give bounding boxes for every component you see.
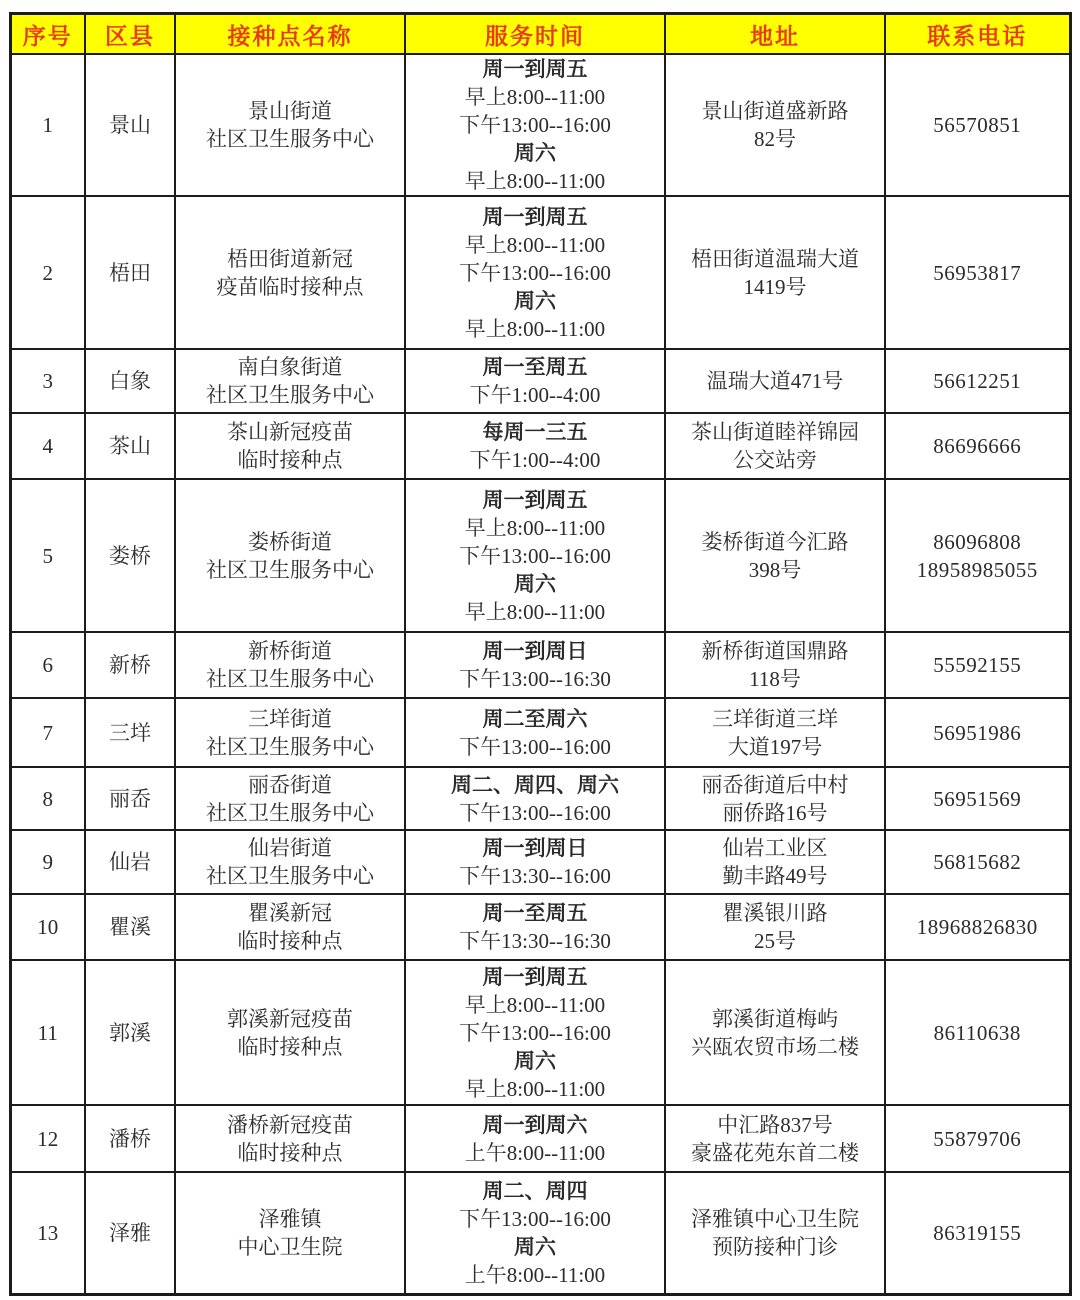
district-cell: 泽雅 <box>85 1172 175 1294</box>
service-hours-line: 上午8:00--11:00 <box>464 1262 606 1287</box>
cell-line: 预防接种门诊 <box>712 1234 838 1259</box>
cell-line: 56612251 <box>933 369 1022 393</box>
service-time-cell <box>405 698 665 767</box>
table-row <box>10 349 1070 413</box>
cell-line: 18968826830 <box>916 915 1038 939</box>
cell-line: 56951569 <box>933 786 1022 811</box>
service-time-cell <box>405 960 665 1105</box>
service-day-line: 周一到周五 <box>482 57 588 81</box>
service-day-line: 周六 <box>514 1048 556 1073</box>
cell-line: 泽雅镇中心卫生院 <box>691 1206 859 1231</box>
address-cell <box>665 632 885 698</box>
service-hours-line: 下午1:00--4:00 <box>469 383 601 407</box>
cell-line: 仙岩工业区 <box>722 836 828 860</box>
cell-line: 茶山街道睦祥锦园 <box>691 420 859 444</box>
header-serial-number: 序号 <box>10 14 85 55</box>
cell-line: 56815682 <box>933 850 1022 874</box>
phone-cell <box>885 894 1070 960</box>
site-name-cell <box>175 1105 405 1172</box>
row-number-cell: 4 <box>10 413 85 479</box>
cell-line: 临时接种点 <box>237 448 343 472</box>
district-cell: 新桥 <box>85 632 175 698</box>
service-hours-line: 早上8:00--11:00 <box>464 1076 606 1101</box>
table-row <box>10 767 1070 830</box>
cell-line: 25号 <box>754 929 796 953</box>
cell-line: 泽雅镇 <box>258 1206 322 1231</box>
service-hours-line: 下午13:00--16:00 <box>459 113 611 137</box>
address-cell <box>665 1172 885 1294</box>
cell-line: 82号 <box>754 127 796 151</box>
cell-line: 56570851 <box>933 113 1022 137</box>
row-number-cell: 13 <box>10 1172 85 1294</box>
district-cell: 丽岙 <box>85 767 175 830</box>
cell-line: 娄桥街道 <box>248 529 332 554</box>
cell-line: 118号 <box>749 667 801 691</box>
service-hours-line: 下午13:30--16:30 <box>459 929 611 953</box>
district-cell: 白象 <box>85 349 175 413</box>
phone-cell <box>885 767 1070 830</box>
cell-line: 临时接种点 <box>237 1034 343 1059</box>
service-hours-line: 下午1:00--4:00 <box>469 448 601 472</box>
phone-cell <box>885 960 1070 1105</box>
cell-line: 55592155 <box>933 653 1022 677</box>
cell-line: 社区卫生服务中心 <box>206 667 374 691</box>
cell-line: 三垟街道 <box>248 706 332 731</box>
address-cell <box>665 698 885 767</box>
cell-line: 茶山新冠疫苗 <box>227 420 353 444</box>
service-day-line: 周六 <box>514 1234 556 1259</box>
row-number-cell: 7 <box>10 698 85 767</box>
service-time-cell <box>405 1105 665 1172</box>
phone-cell <box>885 632 1070 698</box>
cell-line: 临时接种点 <box>237 929 343 953</box>
service-day-line: 周六 <box>514 571 556 596</box>
address-cell <box>665 349 885 413</box>
table-row <box>10 1172 1070 1294</box>
cell-line: 郭溪街道梅屿 <box>712 1006 838 1031</box>
cell-line: 娄桥街道今汇路 <box>701 529 849 554</box>
site-name-cell <box>175 632 405 698</box>
cell-line: 新桥街道 <box>248 639 332 663</box>
site-name-cell <box>175 767 405 830</box>
row-number-cell: 6 <box>10 632 85 698</box>
cell-line: 兴瓯农贸市场二楼 <box>691 1034 859 1059</box>
service-hours-line: 下午13:00--16:00 <box>459 734 611 759</box>
address-cell <box>665 54 885 196</box>
service-hours-line: 下午13:00--16:00 <box>459 260 611 285</box>
cell-line: 郭溪新冠疫苗 <box>227 1006 353 1031</box>
table-row <box>10 698 1070 767</box>
cell-line: 86319155 <box>933 1220 1022 1245</box>
header-district: 区县 <box>85 14 175 55</box>
site-name-cell <box>175 1172 405 1294</box>
address-cell <box>665 767 885 830</box>
row-number-cell: 1 <box>10 54 85 196</box>
cell-line: 55879706 <box>933 1126 1022 1151</box>
service-hours-line: 早上8:00--11:00 <box>464 169 606 193</box>
service-day-line: 每周一三五 <box>482 420 588 444</box>
service-time-cell <box>405 767 665 830</box>
cell-line: 社区卫生服务中心 <box>206 800 374 825</box>
address-cell <box>665 830 885 894</box>
site-name-cell <box>175 54 405 196</box>
address-cell <box>665 413 885 479</box>
header-address: 地址 <box>665 14 885 55</box>
service-day-line: 周二、周四 <box>482 1178 588 1203</box>
table-row <box>10 960 1070 1105</box>
phone-cell <box>885 479 1070 632</box>
cell-line: 丽侨路16号 <box>722 800 828 825</box>
phone-cell <box>885 413 1070 479</box>
cell-line: 社区卫生服务中心 <box>206 127 374 151</box>
site-name-cell <box>175 196 405 349</box>
row-number-cell: 9 <box>10 830 85 894</box>
cell-line: 仙岩街道 <box>248 836 332 860</box>
service-time-cell <box>405 632 665 698</box>
service-day-line: 周六 <box>514 288 556 313</box>
site-name-cell <box>175 830 405 894</box>
header-phone: 联系电话 <box>885 14 1070 55</box>
cell-line: 丽岙街道后中村 <box>701 772 849 797</box>
cell-line: 18958985055 <box>916 557 1038 582</box>
district-cell: 三垟 <box>85 698 175 767</box>
cell-line: 豪盛花苑东首二楼 <box>691 1140 859 1165</box>
cell-line: 社区卫生服务中心 <box>206 864 374 888</box>
phone-cell <box>885 830 1070 894</box>
service-time-cell <box>405 413 665 479</box>
row-number-cell: 12 <box>10 1105 85 1172</box>
table-row <box>10 413 1070 479</box>
address-cell <box>665 960 885 1105</box>
cell-line: 瞿溪新冠 <box>248 901 332 925</box>
table-row <box>10 479 1070 632</box>
cell-line: 86096808 <box>933 529 1022 554</box>
cell-line: 公交站旁 <box>733 448 817 472</box>
cell-line: 中汇路837号 <box>717 1112 833 1137</box>
table-row <box>10 830 1070 894</box>
row-number-cell: 3 <box>10 349 85 413</box>
phone-cell <box>885 54 1070 196</box>
cell-line: 398号 <box>748 557 802 582</box>
cell-line: 疫苗临时接种点 <box>216 274 364 299</box>
service-time-cell <box>405 196 665 349</box>
service-hours-line: 上午8:00--11:00 <box>464 1140 606 1165</box>
phone-cell <box>885 196 1070 349</box>
site-name-cell <box>175 479 405 632</box>
cell-line: 86110638 <box>933 1020 1021 1045</box>
service-day-line: 周一至周五 <box>482 355 588 379</box>
service-day-line: 周一到周六 <box>482 1112 588 1137</box>
service-time-cell <box>405 894 665 960</box>
address-cell <box>665 479 885 632</box>
header-service-time: 服务时间 <box>405 14 665 55</box>
service-time-cell <box>405 1172 665 1294</box>
table-row <box>10 632 1070 698</box>
district-cell: 梧田 <box>85 196 175 349</box>
service-day-line: 周一到周日 <box>482 639 588 663</box>
address-cell <box>665 1105 885 1172</box>
site-name-cell <box>175 698 405 767</box>
cell-line: 丽岙街道 <box>248 772 332 797</box>
phone-cell <box>885 1172 1070 1294</box>
district-cell: 潘桥 <box>85 1105 175 1172</box>
cell-line: 勤丰路49号 <box>722 864 828 888</box>
cell-line: 南白象街道 <box>237 355 343 379</box>
cell-line: 社区卫生服务中心 <box>206 383 374 407</box>
service-time-cell <box>405 479 665 632</box>
cell-line: 大道197号 <box>727 734 823 759</box>
table-row <box>10 894 1070 960</box>
cell-line: 景山街道 <box>248 99 332 123</box>
row-number-cell: 11 <box>10 960 85 1105</box>
cell-line: 86696666 <box>933 434 1022 458</box>
cell-line: 潘桥新冠疫苗 <box>227 1112 353 1137</box>
site-name-cell <box>175 349 405 413</box>
cell-line: 梧田街道温瑞大道 <box>691 246 859 271</box>
district-cell: 娄桥 <box>85 479 175 632</box>
cell-line: 56951986 <box>933 720 1022 745</box>
service-hours-line: 早上8:00--11:00 <box>464 515 606 540</box>
service-hours-line: 早上8:00--11:00 <box>464 232 606 257</box>
row-number-cell: 8 <box>10 767 85 830</box>
service-day-line: 周一到周五 <box>482 487 588 512</box>
cell-line: 梧田街道新冠 <box>227 246 353 271</box>
site-name-cell <box>175 960 405 1105</box>
header-site-name: 接种点名称 <box>175 14 405 55</box>
service-day-line: 周一到周日 <box>482 836 588 860</box>
cell-line: 温瑞大道471号 <box>706 369 844 393</box>
phone-cell <box>885 349 1070 413</box>
phone-cell <box>885 698 1070 767</box>
service-hours-line: 下午13:00--16:00 <box>459 800 611 825</box>
cell-line: 社区卫生服务中心 <box>206 734 374 759</box>
service-time-cell <box>405 830 665 894</box>
service-time-cell <box>405 54 665 196</box>
service-hours-line: 早上8:00--11:00 <box>464 316 606 341</box>
table-row <box>10 196 1070 349</box>
vaccination-sites-table <box>9 12 1072 1296</box>
service-hours-line: 下午13:00--16:00 <box>459 543 611 568</box>
header-row <box>10 14 1070 55</box>
service-hours-line: 下午13:30--16:00 <box>459 864 611 888</box>
cell-line: 56953817 <box>933 260 1022 285</box>
service-hours-line: 早上8:00--11:00 <box>464 992 606 1017</box>
table-body <box>10 54 1070 1294</box>
cell-line: 临时接种点 <box>237 1140 343 1165</box>
service-day-line: 周二至周六 <box>482 706 588 731</box>
service-hours-line: 下午13:00--16:00 <box>459 1206 611 1231</box>
service-day-line: 周六 <box>514 141 556 165</box>
site-name-cell <box>175 413 405 479</box>
cell-line: 三垟街道三垟 <box>712 706 838 731</box>
table-row <box>10 54 1070 196</box>
cell-line: 1419号 <box>743 274 807 299</box>
cell-line: 中心卫生院 <box>237 1234 343 1259</box>
cell-line: 社区卫生服务中心 <box>206 557 374 582</box>
address-cell <box>665 196 885 349</box>
service-day-line: 周一到周五 <box>482 964 588 989</box>
service-hours-line: 下午13:00--16:00 <box>459 1020 611 1045</box>
service-time-cell <box>405 349 665 413</box>
service-hours-line: 早上8:00--11:00 <box>464 85 606 109</box>
row-number-cell: 10 <box>10 894 85 960</box>
phone-cell <box>885 1105 1070 1172</box>
district-cell: 仙岩 <box>85 830 175 894</box>
address-cell <box>665 894 885 960</box>
service-hours-line: 下午13:00--16:30 <box>459 667 611 691</box>
district-cell: 瞿溪 <box>85 894 175 960</box>
row-number-cell: 2 <box>10 196 85 349</box>
service-day-line: 周一到周五 <box>482 204 588 229</box>
district-cell: 郭溪 <box>85 960 175 1105</box>
row-number-cell: 5 <box>10 479 85 632</box>
district-cell: 景山 <box>85 54 175 196</box>
cell-line: 瞿溪银川路 <box>722 901 828 925</box>
service-hours-line: 早上8:00--11:00 <box>464 599 606 624</box>
site-name-cell <box>175 894 405 960</box>
cell-line: 景山街道盛新路 <box>701 99 849 123</box>
service-day-line: 周二、周四、周六 <box>451 772 619 797</box>
service-day-line: 周一至周五 <box>482 901 588 925</box>
district-cell: 茶山 <box>85 413 175 479</box>
table-row <box>10 1105 1070 1172</box>
cell-line: 新桥街道国鼎路 <box>701 639 849 663</box>
